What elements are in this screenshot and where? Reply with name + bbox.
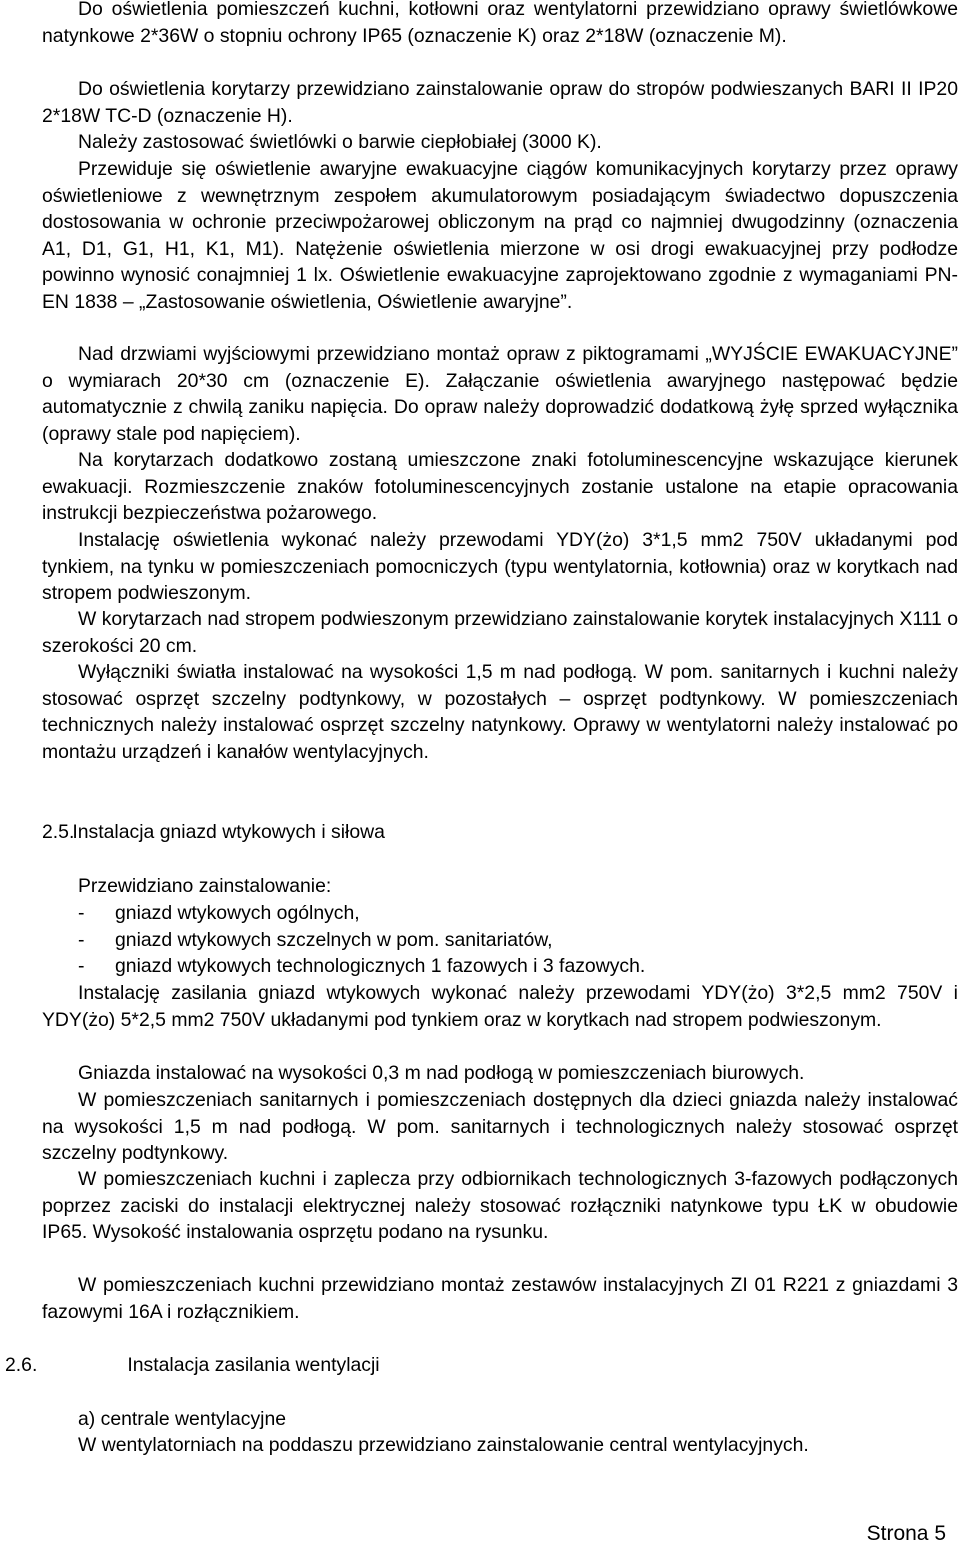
subsection-a: a) centrale wentylacyjne (78, 1408, 287, 1430)
section-heading-2-6 (5, 1352, 380, 1379)
paragraph-ventilation-units: W wentylatorniach na poddaszu przewidziano zainstalowanie central wentylacyjnych. (78, 1434, 809, 1456)
list-item: - gniazd wtykowych technologicznych 1 fazowych i 3 fazowych. (78, 953, 645, 980)
paragraph-photoluminescent-signs: Na korytarzach dodatkowo zostaną umieszczone znaki fotoluminescencyjne wskazujące kierunek ewakuacji. Rozmieszczenie znaków fotoluminescencyjnych zostanie ustalone na etapie opracowania instrukcji bezpieczeństwa pożarowego. (42, 449, 958, 525)
list-item: - gniazd wtykowych szczelnych w pom. sanitariatów, (78, 927, 645, 954)
paragraph-emergency-lighting: Przewiduje się oświetlenie awaryjne ewakuacyjne ciągów komunikacyjnych korytarzy przez oprawy oświetleniowe z wewnętrznym zespołem akumulatorowym posiadającym świadectwo dopuszczenia dostosowania w ochronie przeciwpożarowej obliczonym na prąd co najmniej dwugodzinny (oznaczenia A1, D1, G1, H1, K1, M1). Natężenie oświetlenia mierzone w osi drogi ewakuacyjnej przy podłodze powinno wynosić conajmniej 1 lx. Oświetlenie ewakuacyjne zaprojektowano zgodnie z wymaganiami PN-EN 1838 – „Zastosowanie oświetlenia, Oświetlenie awaryjne”. (42, 158, 958, 313)
section-title: Instalacja zasilania wentylacji (127, 1354, 380, 1376)
page-number: Strona 5 (866, 1522, 946, 1545)
list-item: - gniazd wtykowych ogólnych, (78, 900, 645, 927)
section-title: Instalacja gniazd wtykowych i siłowa (72, 821, 385, 843)
paragraph-exit-signs: Nad drzwiami wyjściowymi przewidziano montaż opraw z piktogramami „WYJŚCIE EWAKUACYJNE” o wymiarach 20*30 cm (oznaczenie E). Załączanie oświetlenia awaryjnego następować będzie automatycznie z chwilą zaniku napięcia. Do opraw należy doprowadzić dodatkową żyłę sprzed wyłącznika (oprawy stale pod napięciem). (42, 343, 958, 445)
paragraph-socket-wiring: Instalację zasilania gniazd wtykowych wykonać należy przewodami YDY(żo) 3*2,5 mm2 750V i YDY(żo) 5*2,5 mm2 750V układanymi pod tynkiem oraz w korytkach nad stropem podwieszonym. (42, 982, 958, 1031)
paragraph-intro: Przewidziano zainstalowanie: (78, 875, 332, 897)
section-number: 2.6. (5, 1354, 38, 1376)
paragraph-luminaires-kitchen: Do oświetlenia pomieszczeń kuchni, kotłowni oraz wentylatorni przewidziano oprawy świetlówkowe natynkowe 2*36W o stopniu ochrony IP65 (oznaczenie K) oraz 2*18W (oznaczenie M). (42, 0, 958, 47)
paragraph-light-switches: Wyłączniki światła instalować na wysokości 1,5 m nad podłogą. W pom. sanitarnych i kuchni należy stosować osprzęt szczelny podtynkowy, w pozostałych – osprzęt podtynkowy. W pomieszczeniach technicznych należy instalować osprzęt szczelny natynkowy. Oprawy w wentylatorni należy instalować po montażu urządzeń i kanałów wentylacyjnych. (42, 661, 958, 763)
paragraph-luminaires-corridors: Do oświetlenia korytarzy przewidziano zainstalowanie opraw do stropów podwieszanych BARI II IP20 2*18W TC-D (oznaczenie H). (42, 78, 958, 127)
list-dash: - (78, 955, 85, 978)
paragraph-sanitary-sockets: W pomieszczeniach sanitarnych i pomieszczeniach dostępnych dla dzieci gniazda należy instalować na wysokości 1,5 m nad podłogą. W pom. sanitarnych i technologicznych należy stosować osprzęt szczelny podtynkowy. (42, 1089, 958, 1165)
paragraph-cable-trays: W korytarzach nad stropem podwieszonym przewidziano zainstalowanie korytek instalacyjnych X111 o szerokości 20 cm. (42, 608, 958, 657)
section-heading-2-5 (42, 819, 385, 846)
paragraph-socket-height: Gniazda instalować na wysokości 0,3 m nad podłogą w pomieszczeniach biurowych. (78, 1062, 805, 1084)
section-number: 2.5. (42, 821, 75, 843)
list-dash: - (78, 902, 85, 924)
paragraph-color-temperature: Należy zastosować świetlówki o barwie ciepłobiałej (3000 K). (78, 131, 602, 153)
paragraph-lighting-wiring: Instalację oświetlenia wykonać należy przewodami YDY(żo) 3*1,5 mm2 750V układanymi pod tynkiem, na tynku w pomieszczeniach pomocniczych (typu wentylatornia, kotłownia) oraz w korytkach nad stropem podwieszonym. (42, 529, 958, 605)
socket-list (78, 900, 645, 980)
paragraph-kitchen-disconnectors: W pomieszczeniach kuchni i zaplecza przy odbiornikach technologicznych 3-fazowych podłączonych poprzez zaciski do instalacji elektrycznej należy stosować rozłączniki natynkowe typu ŁK w obudowie IP65. Wysokość instalowania osprzętu podano na rysunku. (42, 1168, 958, 1244)
list-dash: - (78, 928, 85, 951)
paragraph-kitchen-sets: W pomieszczeniach kuchni przewidziano montaż zestawów instalacyjnych ZI 01 R221 z gniazdami 3 fazowymi 16A i rozłącznikiem. (42, 1274, 958, 1323)
